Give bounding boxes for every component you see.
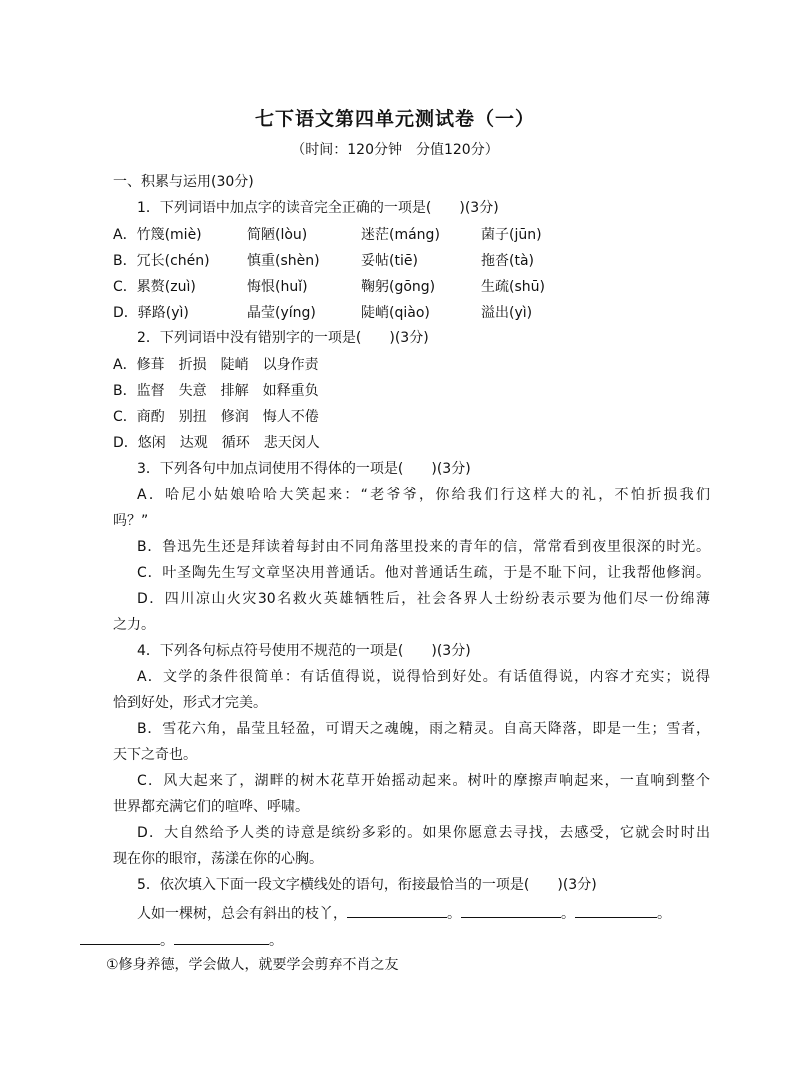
q1-d-word3: 陡峭(qiào) [361,305,430,321]
q4-option-b-cont: 天下之奇也。 [113,747,197,763]
q1-d-word1: D．驿路(yì) [113,305,189,321]
q2-option-a: A．修葺 折损 陡峭 以身作责 [113,357,319,373]
q5-blank-4 [80,930,160,945]
q4-option-d-cont: 现在你的眼帘，荡漾在你的心胸。 [113,851,323,867]
q2-option-c: C．商酌 别扭 修润 悔人不倦 [113,409,319,425]
q1-a-word2: 简陋(lòu) [247,227,308,243]
q4-stem: 4．下列各句标点符号使用不规范的一项是( )(3分) [137,643,471,659]
q1-b-word2: 慎重(shèn) [247,253,320,269]
q2-stem: 2．下列词语中没有错别字的一项是( )(3分) [137,330,429,346]
q5-blank-1 [347,903,447,918]
q1-c-word3: 鞠躬(gōng) [361,279,436,295]
q5-period: 。 [447,906,461,922]
q3-option-d-cont: 之力。 [113,617,155,633]
q2-option-b: B．监督 失意 排解 如释重负 [113,383,319,399]
q3-stem: 3．下列各句中加点词使用不得体的一项是( )(3分) [137,461,471,477]
q1-option-b [113,251,606,271]
q4-option-d: D．大自然给予人类的诗意是缤纷多彩的。如果你愿意去寻找，去感受，它就会时时出 [137,825,710,841]
q1-b-word3: 妥帖(tiē) [361,253,418,269]
q1-c-word2: 悔恨(huǐ) [247,279,308,295]
q1-a-word3: 迷茫(máng) [361,227,440,243]
q5-blank-3 [575,903,657,918]
q5-item-1: ①修身养德，学会做人，就要学会剪弃不肖之友 [106,957,399,973]
q1-d-word4: 溢出(yì) [481,305,533,321]
q1-a-word4: 菌子(jūn) [481,227,542,243]
q1-b-word4: 拖沓(tà) [481,253,534,269]
q4-option-b: B．雪花六角，晶莹且轻盈，可谓天之魂魄，雨之精灵。自高天降落，即是一生；雪者， [137,721,710,737]
q4-option-c: C．风大起来了，湖畔的树木花草开始摇动起来。树叶的摩擦声响起来，一直响到整个 [137,773,710,789]
q3-option-c: C．叶圣陶先生写文章坚决用普通话。他对普通话生疏，于是不耻下问，让我帮他修润。 [137,565,710,581]
q1-option-a [113,225,606,245]
q1-option-c [113,277,606,297]
q5-passage-cont [80,930,283,951]
q5-blank-2 [461,903,561,918]
q1-b-word1: B．冗长(chén) [113,253,210,269]
q5-period: 。 [269,933,283,949]
q1-stem: 1．下列词语中加点字的读音完全正确的一项是( )(3分) [137,200,499,216]
q1-c-word4: 生疏(shū) [481,279,545,295]
q1-d-word2: 晶莹(yíng) [247,305,316,321]
q5-blank-5 [174,930,269,945]
q1-a-word1: A．竹篾(miè) [113,227,202,243]
q5-passage-text: 人如一棵树，总会有斜出的枝丫， [137,906,347,922]
page-title: 七下语文第四单元测试卷（一） [254,108,535,130]
q5-stem: 5．依次填入下面一段文字横线处的语句，衔接最恰当的一项是( )(3分) [137,877,597,893]
q3-option-b: B．鲁迅先生还是拜读着每封由不同角落里投来的青年的信，常常看到夜里很深的时光。 [137,539,710,555]
q3-option-a-cont: 吗？” [113,513,149,529]
q4-option-c-cont: 世界都充满它们的喧哗、呼啸。 [113,799,309,815]
page-subtitle: （时间：120分钟 分值120分） [291,142,499,158]
q5-period: 。 [657,906,671,922]
q2-option-d: D．悠闲 达观 循环 悲天闵人 [113,435,320,451]
q4-option-a-cont: 恰到好处，形式才完美。 [113,695,267,711]
q5-passage [137,903,671,924]
q3-option-a: A．哈尼小姑娘哈哈大笑起来：“老爷爷，你给我们行这样大的礼，不怕折损我们 [137,487,710,503]
q4-option-a: A．文学的条件很简单：有话值得说，说得恰到好处。有话值得说，内容才充实；说得 [137,669,710,685]
q1-c-word1: C．累赘(zuì) [113,279,196,295]
q5-period: 。 [561,906,575,922]
q3-option-d: D．四川凉山火灾30名救火英雄牺牲后，社会各界人士纷纷表示要为他们尽一份绵薄 [137,591,710,607]
q5-period: 。 [160,933,174,949]
section-heading: 一、积累与运用(30分) [113,174,254,190]
q1-option-d [113,303,606,323]
